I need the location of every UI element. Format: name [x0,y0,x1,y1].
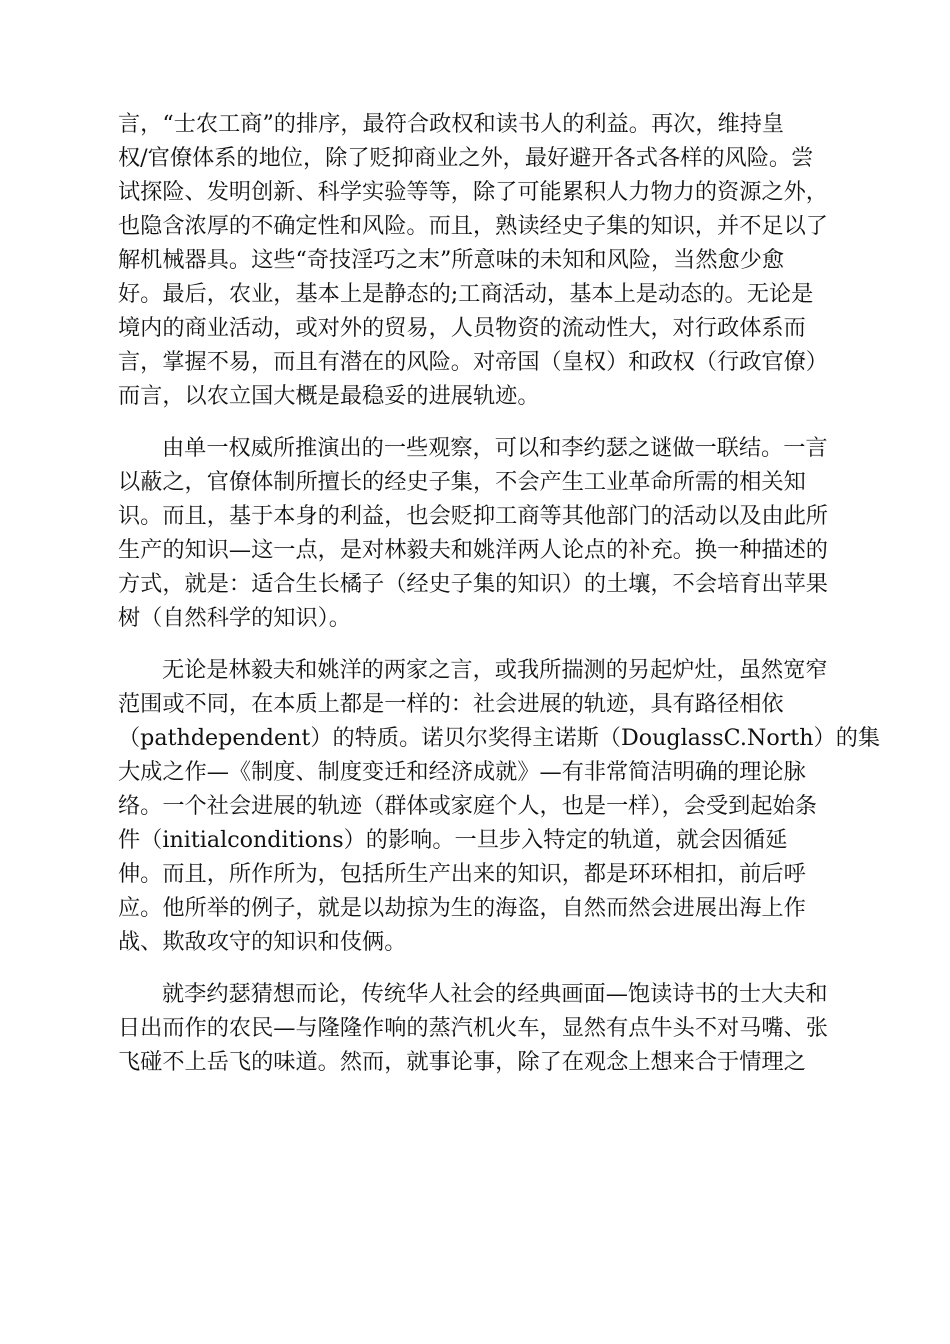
text-line: 件（initialconditions）的影响。一旦步入特定的轨道，就会因循延 [118,827,788,853]
text-line: 日出而作的农民—与隆隆作响的蒸汽机火车，显然有点牛头不对马嘴、张 [118,1015,828,1041]
text-line: 伸。而且，所作所为，包括所生产出来的知识，都是环环相扣，前后呼 [118,861,806,887]
text-line: 言，“士农工商”的排序，最符合政权和读书人的利益。再次，维持皇 [118,111,785,137]
paragraph-2 [118,431,830,635]
text-line: 权/官僚体系的地位，除了贬抑商业之外，最好避开各式各样的风险。尝 [118,145,814,171]
text-line: 解机械器具。这些“奇技淫巧之末”所意味的未知和风险，当然愈少愈 [118,247,785,273]
text-line: 好。最后，农业，基本上是静态的;工商活动，基本上是动态的。无论是 [118,281,814,307]
text-line: 方式，就是：适合生长橘子（经史子集的知识）的土壤，不会培育出苹果 [118,571,828,597]
text-line: 言，掌握不易，而且有潜在的风险。对帝国（皇权）和政权（行政官僚） [118,349,828,375]
document-page [118,107,881,1097]
paragraph-3 [118,653,881,959]
paragraph-4 [118,977,830,1079]
text-line: 由单一权威所推演出的一些观察，可以和李约瑟之谜做一联结。一言 [162,435,828,461]
text-line: 生产的知识—这一点，是对林毅夫和姚洋两人论点的补充。换一种描述的 [118,537,828,563]
text-line: 而言，以农立国大概是最稳妥的进展轨迹。 [118,383,540,409]
text-line: 络。一个社会进展的轨迹（群体或家庭个人，也是一样），会受到起始条 [118,793,817,819]
text-line: 树（自然科学的知识）。 [118,605,351,631]
text-line: 境内的商业活动，或对外的贸易，人员物资的流动性大，对行政体系而 [118,315,806,341]
text-line: 应。他所举的例子，就是以劫掠为生的海盗，自然而然会进展出海上作 [118,895,806,921]
text-line: 范围或不同，在本质上都是一样的：社会进展的轨迹，具有路径相依 [118,691,784,717]
text-line: 飞碰不上岳飞的味道。然而，就事论事，除了在观念上想来合于情理之 [118,1049,806,1075]
text-line: 就李约瑟猜想而论，传统华人社会的经典画面—饱读诗书的士大夫和 [162,981,828,1007]
text-line: 大成之作—《制度、制度变迁和经济成就》—有非常简洁明确的理论脉 [118,759,806,785]
paragraph-1 [118,107,830,413]
text-line: 战、欺敌攻守的知识和伎俩。 [118,929,407,955]
text-line: 也隐含浓厚的不确定性和风险。而且，熟读经史子集的知识，并不足以了 [118,213,828,239]
text-line: 以蔽之，官僚体制所擅长的经史子集，不会产生工业革命所需的相关知 [118,469,806,495]
text-line: 识。而且，基于本身的利益，也会贬抑工商等其他部门的活动以及由此所 [118,503,828,529]
text-line: 试探险、发明创新、科学实验等等，除了可能累积人力物力的资源之外， [118,179,828,205]
text-line: 无论是林毅夫和姚洋的两家之言，或我所揣测的另起炉灶，虽然宽窄 [162,657,828,683]
text-line: （pathdependent）的特质。诺贝尔奖得主诺斯（DouglassC.North）的集 [118,725,881,751]
